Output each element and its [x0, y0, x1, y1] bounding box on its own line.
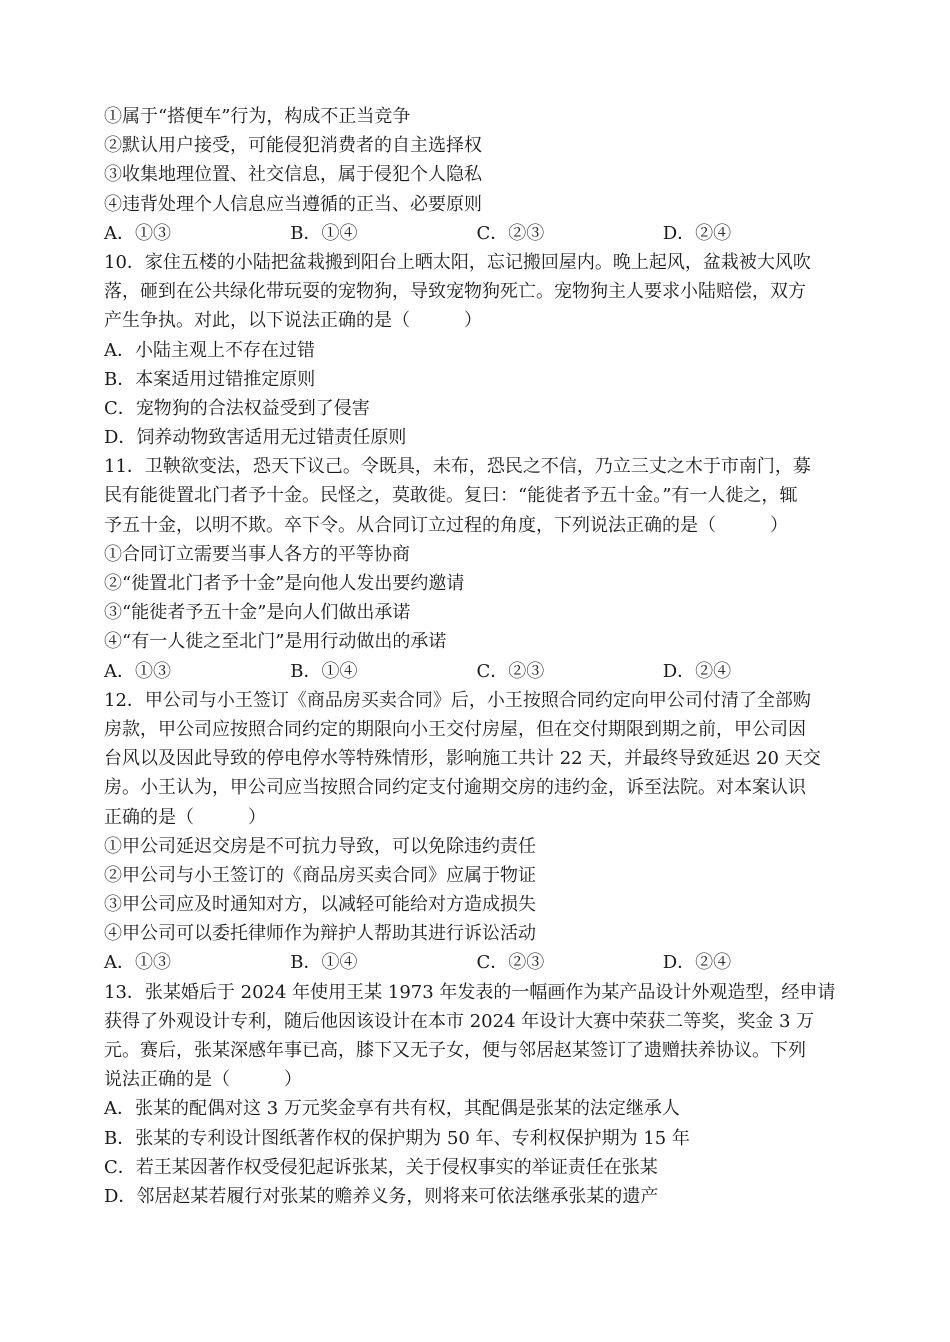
choice-c: C．宠物狗的合法权益受到了侵害 — [104, 397, 370, 419]
option-c: C．②③ — [476, 952, 545, 974]
statement-line: ④甲公司可以委托律师作为辩护人帮助其进行诉讼活动 — [104, 923, 536, 945]
question-stem-line: 说法正确的是（ ） — [104, 1069, 302, 1091]
statement-line: ④“有一人徙之至北门”是用行动做出的承诺 — [104, 631, 447, 653]
question-stem-line: 落，砸到在公共绿化带玩耍的宠物狗，导致宠物狗死亡。宠物狗主人要求小陆赔偿，双方 — [104, 281, 806, 303]
option-d: D．②④ — [662, 660, 732, 682]
option-a: A．①③ — [104, 660, 171, 682]
question-stem-line: 予五十金，以明不欺。卒下令。从合同订立过程的角度，下列说法正确的是（ ） — [104, 514, 788, 536]
statement-line: ④违背处理个人信息应当遵循的正当、必要原则 — [104, 193, 482, 215]
question-stem-line: 民有能徙置北门者予十金。民怪之，莫敢徙。复曰：“能徙者予五十金。”有一人徙之，辄 — [104, 485, 798, 507]
question-stem-line: 台风以及因此导致的停电停水等特殊情形，影响施工共计 22 天，并最终导致延迟 20 天交 — [104, 748, 821, 770]
statement-line: ②默认用户接受，可能侵犯消费者的自主选择权 — [104, 135, 482, 157]
question-stem-line: 房款，甲公司应按照合同约定的期限向小王交付房屋，但在交付期限到期之前，甲公司因 — [104, 718, 806, 740]
option-b: B．①④ — [290, 952, 358, 974]
statement-line: ①甲公司延迟交房是不可抗力导致，可以免除违约责任 — [104, 835, 536, 857]
question-stem-line: 12．甲公司与小王签订《商品房买卖合同》后，小王按照合同约定向甲公司付清了全部购 — [104, 689, 811, 711]
option-a: A．①③ — [104, 222, 171, 244]
option-b: B．①④ — [290, 660, 358, 682]
question-stem-line: 正确的是（ ） — [104, 806, 266, 828]
choice-c: C．若王某因著作权受侵犯起诉张某，关于侵权事实的举证责任在张某 — [104, 1156, 658, 1178]
question-11 — [104, 452, 849, 686]
question-stem-line: 房。小王认为，甲公司应当按照合同约定支付逾期交房的违约金，诉至法院。对本案认识 — [104, 777, 806, 799]
page-content — [104, 102, 849, 1211]
option-c: C．②③ — [476, 660, 545, 682]
question-13 — [104, 978, 849, 1212]
option-b: B．①④ — [290, 222, 358, 244]
answer-options — [104, 657, 849, 686]
question-stem-line: 获得了外观设计专利，随后他因该设计在本市 2024 年设计大赛中荣获二等奖，奖金 3 万 — [104, 1010, 815, 1032]
choice-d: D．邻居赵某若履行对张某的赡养义务，则将来可依法继承张某的遗产 — [104, 1185, 659, 1207]
question-stem-line: 11．卫鞅欲变法，恐天下议己。令既具，未布，恐民之不信，乃立三丈之木于市南门，募 — [104, 456, 811, 478]
question-stem-line: 元。赛后，张某深感年事已高，膝下又无子女，便与邻居赵某签订了遗赠扶养协议。下列 — [104, 1040, 806, 1061]
question-stem-line: 产生争执。对此，以下说法正确的是（ ） — [104, 310, 482, 332]
question-12 — [104, 686, 849, 978]
question-10 — [104, 248, 849, 452]
statement-line: ③收集地理位置、社交信息，属于侵犯个人隐私 — [104, 164, 482, 186]
choice-b: B．本案适用过错推定原则 — [104, 368, 316, 390]
choice-a: A．张某的配偶对这 3 万元奖金享有共有权，其配偶是张某的法定继承人 — [104, 1098, 680, 1120]
statement-line: ②“徙置北门者予十金”是向他人发出要约邀请 — [104, 573, 465, 594]
statement-line: ②甲公司与小王签订的《商品房买卖合同》应属于物证 — [104, 864, 536, 886]
option-d: D．②④ — [662, 952, 732, 974]
answer-options — [104, 219, 849, 248]
question-stem-line: 13．张某婚后于 2024 年使用王某 1973 年发表的一幅画作为某产品设计外观造型，经申请 — [104, 981, 836, 1003]
statement-line: ①属于“搭便车”行为，构成不正当竞争 — [104, 106, 411, 127]
question-stem-line: 10．家住五楼的小陆把盆栽搬到阳台上晒太阳，忘记搬回屋内。晚上起风，盆栽被大风吹 — [104, 251, 811, 273]
choice-a: A．小陆主观上不存在过错 — [104, 339, 315, 361]
option-d: D．②④ — [662, 222, 732, 244]
statement-line: ③“能徙者予五十金”是向人们做出承诺 — [104, 602, 411, 624]
option-a: A．①③ — [104, 952, 171, 974]
option-c: C．②③ — [476, 222, 545, 244]
choice-b: B．张某的专利设计图纸著作权的保护期为 50 年、专利权保护期为 15 年 — [104, 1127, 690, 1149]
answer-options — [104, 948, 849, 977]
statement-line: ③甲公司应及时通知对方，以减轻可能给对方造成损失 — [104, 894, 536, 916]
statement-line: ①合同订立需要当事人各方的平等协商 — [104, 543, 410, 565]
question-9 — [104, 102, 849, 248]
choice-d: D．饲养动物致害适用无过错责任原则 — [104, 427, 407, 449]
